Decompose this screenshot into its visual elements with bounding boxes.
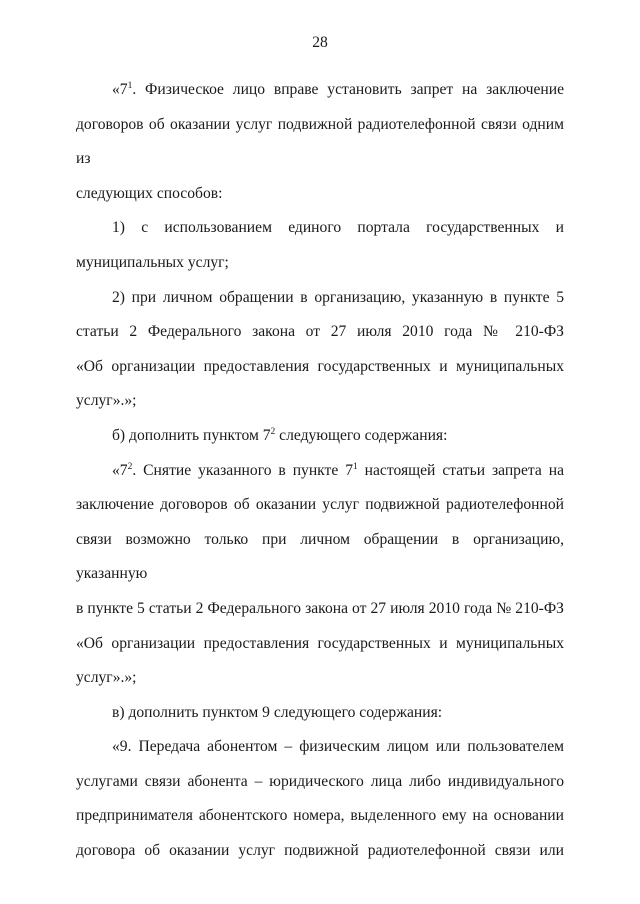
superscript: 2: [127, 461, 133, 472]
amendment-b: б) дополнить пунктом $7^2$ следующего содержания:: [112, 426, 448, 444]
item-2-line: 2) при личном обращении в организацию, указанную в пункте 5: [112, 288, 564, 306]
item-2-line: услуг».»;: [76, 392, 137, 410]
paragraph-7-2-line: «Об организации предоставления государственных и муниципальных: [76, 634, 564, 652]
paragraph-7-1-line: «$7^1$. Физическое лицо вправе установить запрет на заключение: [112, 81, 564, 98]
paragraph-7-1-line: договоров об оказании услуг подвижной радиотелефонной связи одним из: [76, 115, 564, 168]
document-body: [76, 73, 564, 869]
paragraph-7-2-line: «$7^2$. Снятие указанного в пункте $7^1$ настоящей статьи запрета на: [112, 461, 564, 479]
item-1-line: муниципальных услуг;: [76, 253, 229, 271]
paragraph-9-line: «9. Передача абонентом – физическим лицом или пользователем: [112, 738, 564, 756]
superscript: 1: [127, 81, 133, 91]
paragraph-7-2-line: в пункте 5 статьи 2 Федерального закона от 27 июля 2010 года № 210-ФЗ: [76, 599, 564, 617]
paragraph-9-line: предпринимателя абонентского номера, выделенного ему на основании: [76, 807, 564, 825]
paragraph-7-2-line: связи возможно только при личном обращении в организацию, указанную: [76, 530, 564, 583]
item-1-line: 1) с использованием единого портала государственных и: [112, 219, 564, 237]
item-2-line: «Об организации предоставления государственных и муниципальных: [76, 357, 564, 375]
superscript: 1: [353, 461, 358, 472]
amendment-v: в) дополнить пунктом 9 следующего содержания:: [112, 703, 443, 721]
paragraph-7-2-line: услуг».»;: [76, 669, 137, 687]
paragraph-7-1-line: следующих способов:: [76, 184, 223, 202]
superscript: 2: [270, 426, 276, 437]
page-number: 28: [312, 34, 328, 51]
item-2-line: статьи 2 Федерального закона от 27 июля 2010 года № 210-ФЗ: [76, 323, 564, 341]
paragraph-9-line: услугами связи абонента – юридического лица либо индивидуального: [76, 772, 564, 790]
paragraph-9-line: договора об оказании услуг подвижной радиотелефонной связи или: [76, 842, 564, 860]
paragraph-7-2-line: заключение договоров об оказании услуг подвижной радиотелефонной: [76, 496, 564, 514]
